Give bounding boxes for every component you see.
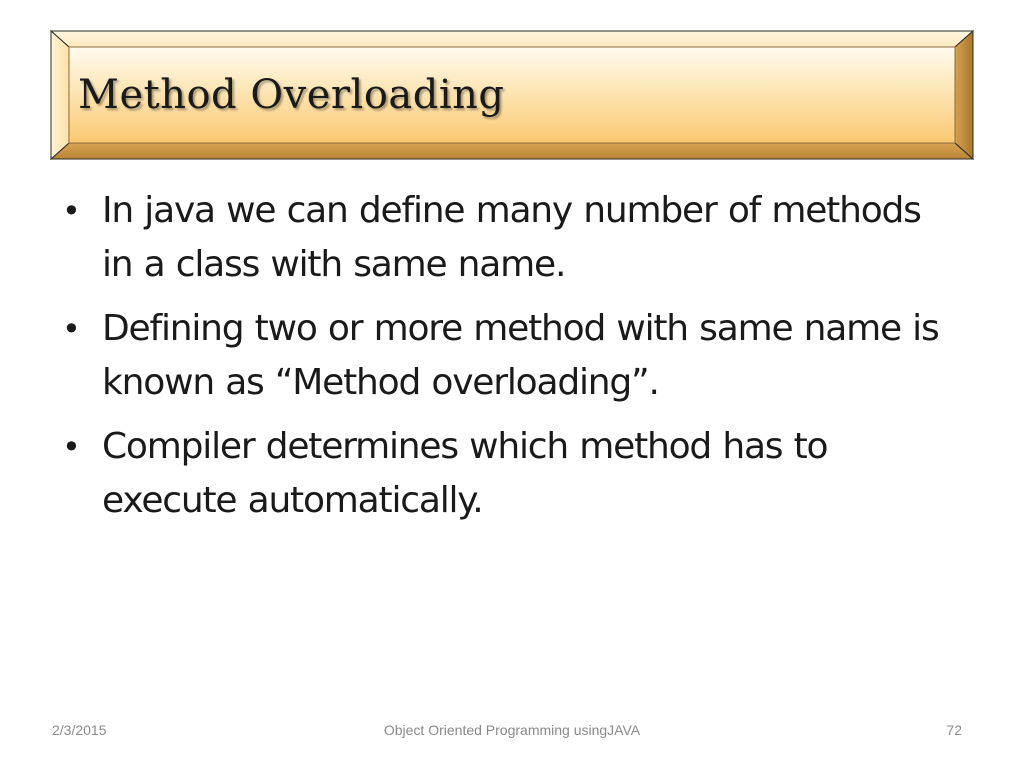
footer-page-number: 72 [946,722,962,738]
bullet-item [58,420,958,528]
bullet-dot-icon: • [62,192,80,230]
bullet-text: In java we can define many number of methods in a class with same name. [102,190,921,285]
bullet-dot-icon: • [62,310,80,348]
bullet-dot-icon: • [62,428,80,466]
footer-title: Object Oriented Programming usingJAVA [383,722,641,738]
footer-date: 2/3/2015 [52,722,107,738]
slide-title: Method Overloading [78,72,505,118]
bullet-text: Compiler determines which method has to execute automatically. [102,426,828,521]
bullet-text: Defining two or more method with same name is known as “Method overloading”. [102,308,939,403]
bullet-item [58,302,958,410]
title-frame [50,30,974,160]
bullet-list [58,184,958,538]
bullet-item [58,184,958,292]
